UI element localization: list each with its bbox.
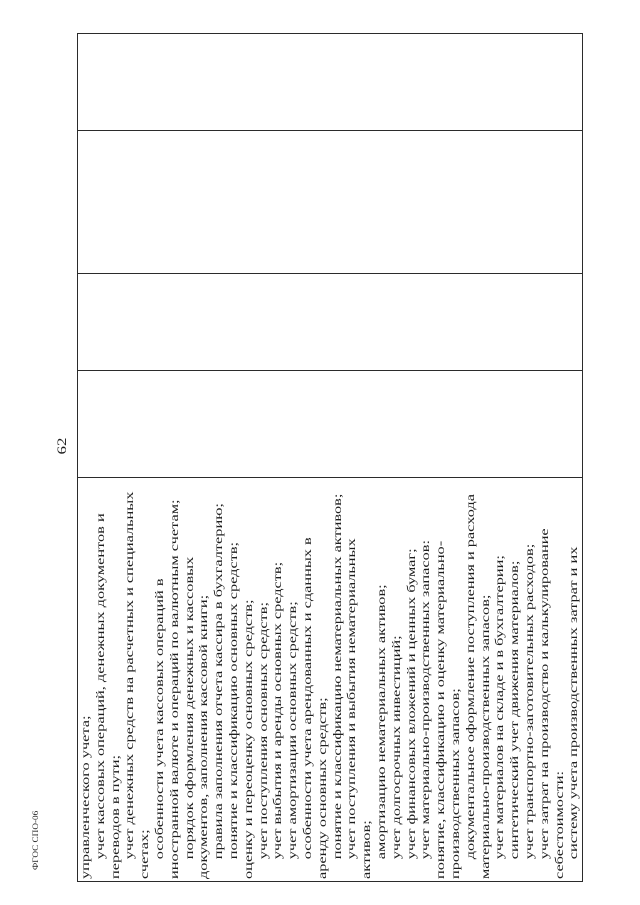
- text-line: понятие и классификацию нематериальных активов;: [329, 493, 344, 860]
- text-line: аренду основных средств;: [314, 697, 329, 879]
- text-line: порядок оформления денежных и кассовых: [181, 556, 196, 860]
- text-line: особенности учета арендованных и сданных в: [299, 537, 314, 860]
- text-line: учет поступления и выбытия нематериальных: [344, 538, 359, 860]
- text-line: учет амортизации основных средств;: [285, 601, 300, 860]
- text-line: учет материально-производственных запасов:: [418, 540, 433, 860]
- text-line: систему учета производственных затрат и их: [566, 546, 581, 860]
- text-line: переводов в пути;: [107, 755, 122, 879]
- table-cell-topics: [78, 477, 582, 881]
- page-number: 62: [54, 437, 69, 455]
- text-line: материально-производственных запасов;: [477, 594, 492, 879]
- text-line: понятие, классификацию и оценку материально-: [433, 540, 448, 879]
- text-line: синтетический учет движения материалов;: [507, 560, 522, 860]
- list-item: [182, 492, 212, 879]
- list-item: [507, 492, 522, 879]
- list-item: [300, 492, 330, 879]
- text-line: документов, заполнения кассовой книги;: [196, 594, 211, 879]
- text-line: правила заполнения отчета кассира в бухгалтерию;: [211, 503, 226, 860]
- list-item: [374, 492, 389, 879]
- list-item: [285, 492, 300, 879]
- list-item: [152, 492, 182, 879]
- list-item: [270, 492, 285, 879]
- text-line: особенности учета кассовых операций в: [151, 578, 166, 860]
- text-line: учет поступления основных средств;: [255, 601, 270, 860]
- text-line: иностранной валюте и операций по валютным счетам;: [166, 499, 181, 879]
- list-item: [226, 492, 256, 879]
- text-line: учет кассовых операций, денежных документов и: [92, 513, 107, 860]
- table-cell-empty: [78, 273, 582, 370]
- list-item: [537, 492, 567, 879]
- list-item: [256, 492, 271, 879]
- text-line: оценку и переоценку основных средств;: [240, 599, 255, 879]
- list-item: [122, 492, 152, 879]
- list-item: [330, 492, 345, 879]
- text-line: производственных запасов;: [447, 688, 462, 879]
- text-line: документальное оформление поступления и расхода: [462, 494, 477, 860]
- list-item: [404, 492, 419, 879]
- list-item: [566, 492, 581, 879]
- list-item: [522, 492, 537, 879]
- table-cell-empty: [78, 34, 582, 130]
- text-line: учет транспортно-заготовительных расходов;: [521, 543, 536, 860]
- text-line: учет денежных средств на расчетных и специальных: [122, 491, 137, 860]
- list-item: [211, 492, 226, 879]
- text-line: понятие и классификацию основных средств;: [225, 541, 240, 860]
- text-line: учет затрат на производство и калькулирование: [536, 528, 551, 860]
- text-line: учет финансовых вложений и ценных бумаг;: [403, 548, 418, 860]
- text-line: учет материалов на складе и в бухгалтерии;: [492, 555, 507, 860]
- content-table: [77, 33, 583, 882]
- text-line: себестоимости:: [551, 770, 566, 879]
- text-line: активов;: [359, 820, 374, 879]
- text-line: амортизацию нематериальных активов;: [373, 584, 388, 860]
- table-cell-empty: [78, 370, 582, 477]
- list-item: [389, 492, 404, 879]
- list-item: [463, 492, 493, 879]
- list-item: [344, 492, 374, 879]
- text-line: учет долгосрочных инвестиций;: [388, 635, 403, 860]
- list-item: [492, 492, 507, 879]
- table-cell-empty: [78, 130, 582, 273]
- text-line: счетах;: [137, 829, 152, 879]
- cell-text-block: [78, 492, 581, 879]
- list-item: [93, 492, 123, 879]
- text-line: учет выбытия и аренды основных средств;: [270, 561, 285, 860]
- footer-code: ФГОС СПО-06: [31, 810, 40, 870]
- text-line: управленческого учета;: [78, 715, 92, 879]
- list-item: [418, 492, 462, 879]
